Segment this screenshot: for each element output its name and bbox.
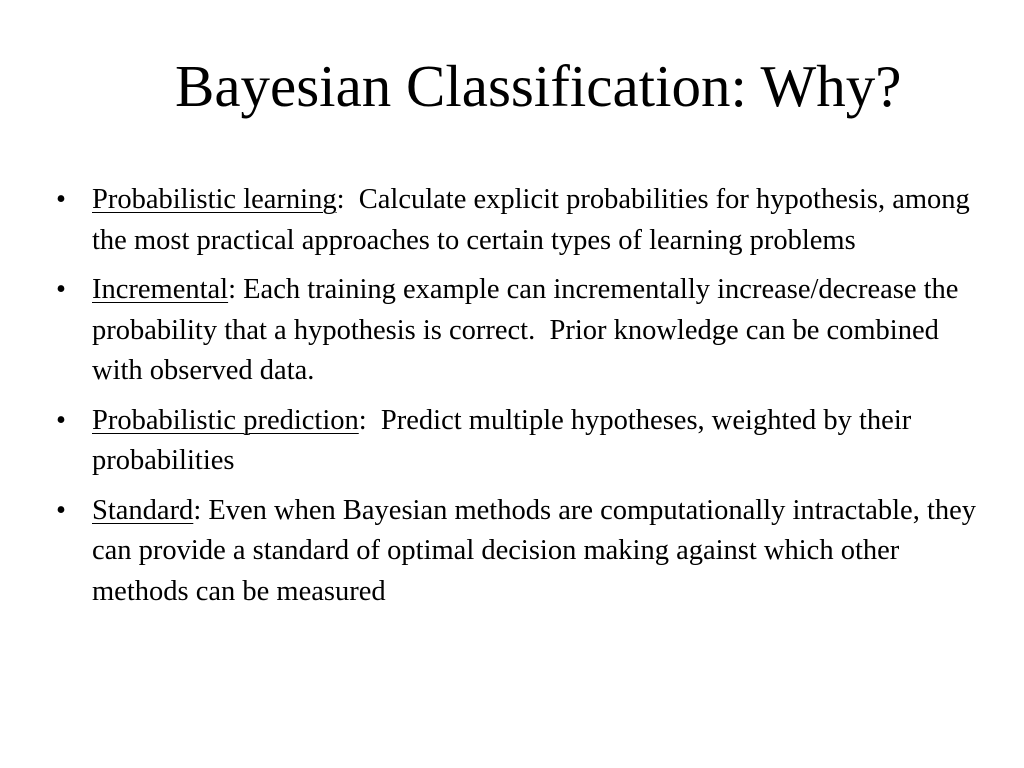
bullet-separator: :: [193, 494, 202, 526]
bullet-text: Even when Bayesian methods are computationally intractable, they can provide a standard of optimal decision making against which other methods can be measured: [92, 494, 984, 607]
bullet-term: Probabilistic learning: [92, 184, 337, 215]
bullet-item-probabilistic-prediction: [56, 401, 996, 482]
bullet-separator: :: [358, 404, 367, 436]
bullet-icon: •: [56, 404, 66, 436]
bullet-term: Standard: [92, 494, 194, 526]
bullet-list: [56, 180, 996, 621]
bullet-icon: •: [56, 494, 66, 526]
bullet-text: Each training example can incrementally increase/decrease the probability that a hypothesis is correct. Prior knowledge can be combined with observed data.: [92, 274, 966, 386]
bullet-term: Incremental: [92, 274, 229, 305]
slide-title: Bayesian Classification: Why?: [175, 53, 902, 119]
bullet-separator: :: [336, 184, 345, 215]
bullet-separator: :: [228, 274, 237, 305]
bullet-icon: •: [56, 274, 66, 305]
bullet-term: Probabilistic prediction: [92, 404, 359, 436]
bullet-icon: •: [56, 184, 66, 215]
bullet-text: Predict multiple hypotheses, weighted by their probabilities: [92, 404, 919, 476]
bullet-item-standard: [56, 491, 996, 613]
bullet-item-probabilistic-learning: [56, 180, 996, 261]
bullet-item-incremental: [56, 270, 996, 392]
bullet-text: Calculate explicit probabilities for hypothesis, among the most practical approaches to certain types of learning problems: [92, 184, 977, 256]
